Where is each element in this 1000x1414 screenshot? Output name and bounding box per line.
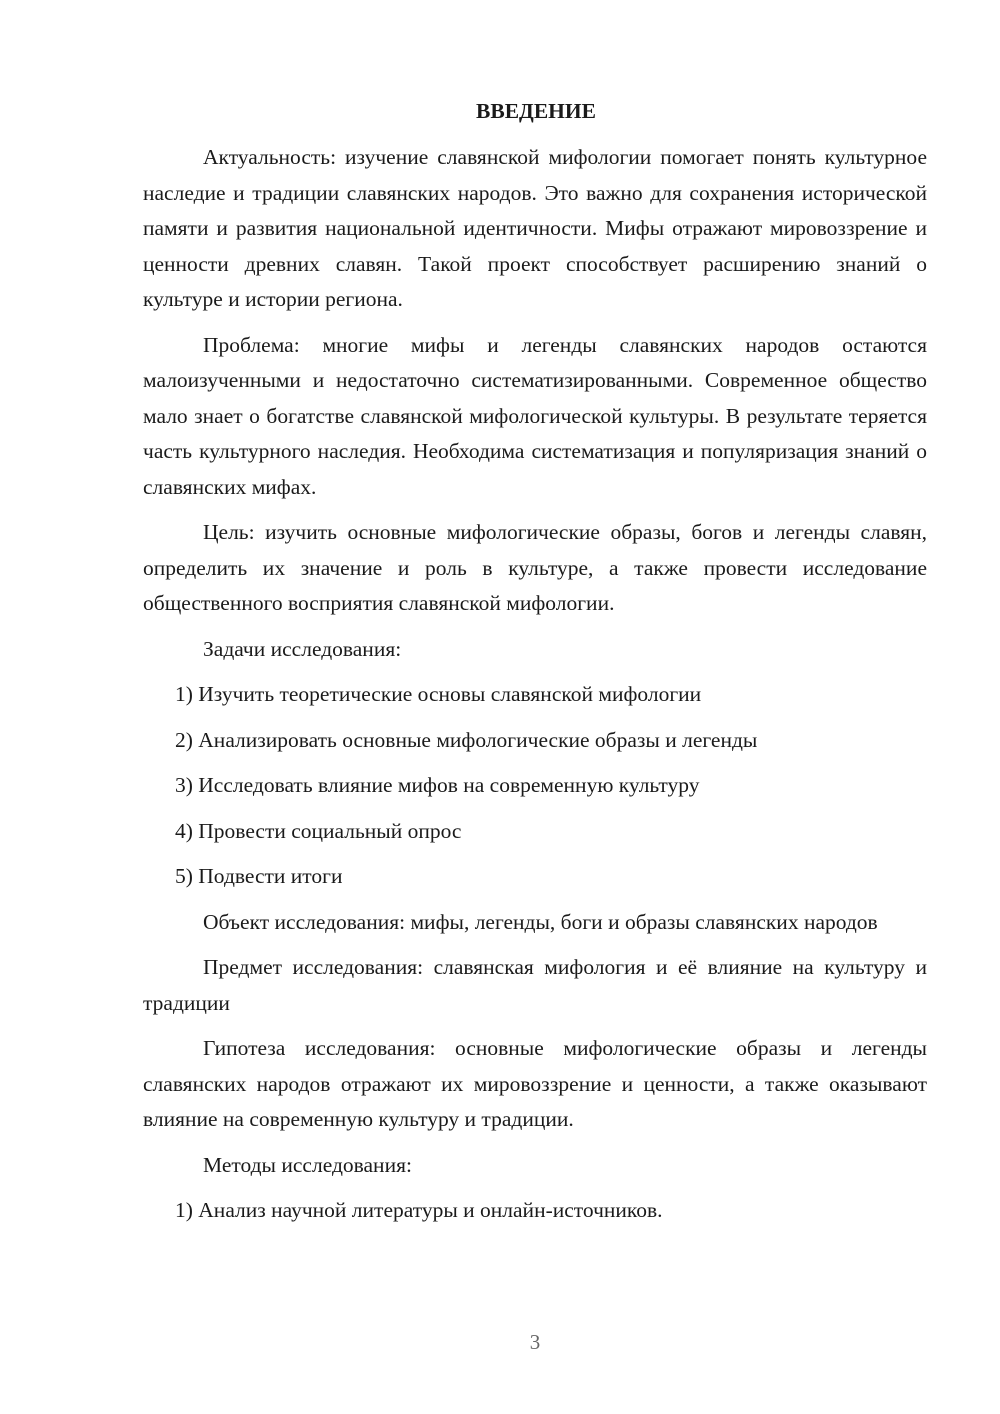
- page-title: ВВЕДЕНИЕ: [476, 99, 596, 123]
- problem-paragraph: Проблема: многие мифы и легенды славянских народов остаются малоизученными и недостаточно систематизированными. Современное общество мало знает о богатстве славянской мифологической культуры. В результате теряется часть культурного наследия. Необходима систематизация и популяризация знаний о славянских мифах.: [143, 332, 927, 499]
- subject-paragraph: Предмет исследования: славянская мифология и её влияние на культуру и традиции: [143, 955, 927, 1015]
- tasks-heading: Задачи исследования:: [203, 636, 402, 661]
- relevance-paragraph: Актуальность: изучение славянской мифологии помогает понять культурное наследие и традиции славянских народов. Это важно для сохранения исторической памяти и развития национальной идентичности. Мифы отражают мировоззрение и ценности древних славян. Такой проект способствует расширению знаний о культуре и истории региона.: [143, 145, 927, 311]
- methods-heading: Методы исследования:: [203, 1152, 412, 1177]
- task-item: 5) Подвести итоги: [175, 864, 343, 888]
- page-number: 3: [529, 1330, 541, 1354]
- goal-paragraph: Цель: изучить основные мифологические образы, богов и легенды славян, определить их значение и роль в культуре, а также провести исследование общественного восприятия славянской мифологии.: [143, 520, 927, 615]
- page-content: [143, 95, 927, 1239]
- task-item: 4) Провести социальный опрос: [175, 818, 462, 843]
- task-item: 1) Изучить теоретические основы славянской мифологии: [175, 682, 702, 706]
- hypothesis-paragraph: Гипотеза исследования: основные мифологические образы и легенды славянских народов отражают их мировоззрение и ценности, а также оказывают влияние на современную культуру и традиции.: [143, 1036, 927, 1131]
- task-item: 3) Исследовать влияние мифов на современную культуру: [175, 773, 700, 797]
- method-item: 1) Анализ научной литературы и онлайн-источников.: [175, 1198, 663, 1222]
- object-paragraph: Объект исследования: мифы, легенды, боги и образы славянских народов: [203, 909, 878, 934]
- task-item: 2) Анализировать основные мифологические образы и легенды: [175, 727, 758, 752]
